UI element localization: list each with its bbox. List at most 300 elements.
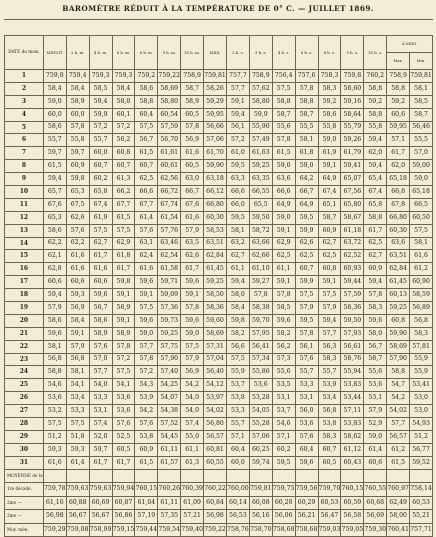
value-cell: 59,6	[181, 314, 204, 327]
value-cell: 57,6	[112, 418, 135, 431]
blank-cell	[204, 469, 227, 483]
col-header: MIDI.	[204, 36, 227, 70]
value-cell: 59,4	[43, 173, 66, 186]
value-cell: 67,8	[387, 198, 410, 211]
value-cell: 58,7	[272, 108, 295, 121]
table-row	[5, 70, 433, 83]
value-cell: 57,11	[341, 405, 364, 418]
value-cell: 64,9	[272, 198, 295, 211]
value-cell: 55,90	[249, 121, 272, 134]
value-cell: 61,3	[181, 456, 204, 469]
value-cell: 54,38	[158, 405, 181, 418]
value-cell: 62,5	[364, 237, 387, 250]
value-cell: 57,5	[181, 340, 204, 353]
table-row	[5, 405, 433, 418]
value-cell: 67,4	[89, 198, 112, 211]
value-cell: 65,07	[341, 173, 364, 186]
value-cell: 65,18	[410, 186, 433, 199]
value-cell: 67,56	[341, 186, 364, 199]
value-cell: 55,7	[89, 134, 112, 147]
value-cell: 58,7	[295, 108, 318, 121]
value-cell: 59,9	[249, 108, 272, 121]
value-cell: 67,6	[43, 198, 66, 211]
table-row	[5, 327, 433, 340]
value-cell: 58,1	[226, 224, 249, 237]
summary-value: 760,15	[135, 483, 158, 497]
value-cell: 54,25	[158, 379, 181, 392]
value-cell: 56,2	[112, 134, 135, 147]
value-cell: 59,27	[249, 276, 272, 289]
summary-value: 56,67	[89, 510, 112, 524]
value-cell: 60,9	[135, 443, 158, 456]
blank-cell	[295, 469, 318, 483]
value-cell: 59,6	[89, 289, 112, 302]
table-row	[5, 121, 433, 134]
value-cell: 59,0	[272, 211, 295, 224]
value-cell: 57,04	[204, 353, 227, 366]
value-cell: 53,9	[135, 392, 158, 405]
value-cell: 55,6	[272, 121, 295, 134]
value-cell: 59,25	[249, 160, 272, 173]
value-cell: 65,3	[66, 186, 89, 199]
summary-value: 56,47	[318, 510, 341, 524]
table-row	[5, 82, 433, 95]
value-cell: 61,6	[43, 456, 66, 469]
day-cell: 27	[5, 405, 44, 418]
value-cell: 58,36	[341, 302, 364, 315]
value-cell: 57,9	[318, 302, 341, 315]
summary-header: MOYENNE de la	[5, 469, 44, 483]
blank-cell	[272, 469, 295, 483]
value-cell: 53,6	[43, 392, 66, 405]
value-cell: 61,5	[43, 160, 66, 173]
day-cell: 10	[5, 186, 44, 199]
summary-value: 759,56	[295, 483, 318, 497]
summary-value: 760,26	[158, 483, 181, 497]
value-cell: 57,5	[89, 224, 112, 237]
value-cell: 55,9	[410, 366, 433, 379]
value-cell: 61,6	[181, 211, 204, 224]
value-cell: 65,7	[43, 186, 66, 199]
value-cell: 60,6	[66, 276, 89, 289]
value-cell: 59,50	[341, 314, 364, 327]
value-cell: 59,1	[112, 289, 135, 302]
value-cell: 57,2	[89, 121, 112, 134]
value-cell: 66,7	[181, 186, 204, 199]
value-cell: 67,4	[364, 186, 387, 199]
summary-label: 1re décade.	[5, 483, 44, 497]
value-cell: 60,9	[364, 263, 387, 276]
summary-value: 62,49	[387, 496, 410, 510]
value-cell: 53,2	[43, 405, 66, 418]
value-cell: 59,5	[226, 211, 249, 224]
value-cell: 61,6	[66, 250, 89, 263]
value-cell: 53,3	[89, 392, 112, 405]
value-cell: 57,06	[204, 134, 227, 147]
monthly-value: 759,29	[43, 523, 66, 537]
value-cell: 53,4	[66, 392, 89, 405]
value-cell: 58,8	[43, 366, 66, 379]
value-cell: 62,8	[43, 263, 66, 276]
value-cell: 60,7	[135, 160, 158, 173]
monthly-value: 759,54	[158, 523, 181, 537]
value-cell: 56,2	[272, 340, 295, 353]
value-cell: 57,0	[89, 353, 112, 366]
value-cell: 53,3	[295, 379, 318, 392]
value-cell: 62,9	[272, 237, 295, 250]
value-cell: 55,9	[410, 353, 433, 366]
value-cell: 53,6	[112, 405, 135, 418]
monthly-value: 759,15	[112, 523, 135, 537]
value-cell: 59,7	[66, 147, 89, 160]
value-cell: 62,9	[112, 237, 135, 250]
value-cell: 61,18	[341, 224, 364, 237]
value-cell: 59,41	[341, 160, 364, 173]
value-cell: 57,49	[249, 134, 272, 147]
summary-value: 60,14	[226, 496, 249, 510]
col-header: 6 h. m.	[112, 36, 135, 70]
value-cell: 757,7	[226, 70, 249, 83]
blank-cell	[43, 469, 66, 483]
summary-value: 760,97	[387, 483, 410, 497]
value-cell: 59,4	[364, 276, 387, 289]
table-row	[5, 314, 433, 327]
value-cell: 63,0	[181, 173, 204, 186]
value-cell: 56,89	[410, 302, 433, 315]
table-row	[5, 237, 433, 250]
value-cell: 62,5	[318, 250, 341, 263]
value-cell: 59,6	[295, 456, 318, 469]
value-cell: 59,16	[341, 95, 364, 108]
value-cell: 759,81	[410, 70, 433, 83]
value-cell: 54,02	[387, 405, 410, 418]
value-cell: 62,54	[158, 250, 181, 263]
value-cell: 59,0	[43, 95, 66, 108]
value-cell: 62,4	[135, 250, 158, 263]
value-cell: 58,64	[341, 108, 364, 121]
value-cell: 53,9	[318, 379, 341, 392]
blank-cell	[181, 469, 204, 483]
table-row	[5, 263, 433, 276]
value-cell: 66,5	[410, 198, 433, 211]
value-cell: 56,7	[89, 302, 112, 315]
value-cell: 54,0	[181, 392, 204, 405]
value-cell: 61,5	[387, 456, 410, 469]
blank-cell	[89, 469, 112, 483]
value-cell: 60,61	[158, 160, 181, 173]
value-cell: 63,72	[341, 237, 364, 250]
value-cell: 57,6	[89, 340, 112, 353]
value-cell: 59,1	[318, 160, 341, 173]
summary-value: 60,59	[341, 496, 364, 510]
value-cell: 60,0	[66, 108, 89, 121]
value-cell: 59,1	[181, 289, 204, 302]
value-cell: 55,79	[341, 121, 364, 134]
value-cell: 59,7	[89, 443, 112, 456]
value-cell: 56,7	[364, 340, 387, 353]
max-header: Max.	[387, 53, 410, 70]
day-cell: 18	[5, 289, 44, 302]
value-cell: 67,74	[158, 198, 181, 211]
col-header: 9 h. s.	[341, 36, 364, 70]
value-cell: 65,1	[318, 198, 341, 211]
value-cell: 58,26	[204, 82, 227, 95]
table-row	[5, 276, 433, 289]
value-cell: 57,0	[410, 147, 433, 160]
value-cell: 57,8	[112, 340, 135, 353]
value-cell: 60,5	[318, 456, 341, 469]
value-cell: 58,4	[112, 82, 135, 95]
value-cell: 63,5	[181, 237, 204, 250]
value-cell: 66,55	[249, 186, 272, 199]
value-cell: 59,95	[387, 121, 410, 134]
value-cell: 58,1	[410, 237, 433, 250]
value-cell: 56,0	[295, 405, 318, 418]
value-cell: 60,1	[112, 108, 135, 121]
value-cell: 55,5	[410, 134, 433, 147]
value-cell: 57,8	[272, 289, 295, 302]
summary-value: 56,53	[226, 510, 249, 524]
summary-value: 759,75	[272, 483, 295, 497]
value-cell: 60,8	[318, 263, 341, 276]
value-cell: 60,0	[43, 108, 66, 121]
value-cell: 56,8	[43, 353, 66, 366]
value-cell: 66,7	[295, 186, 318, 199]
value-cell: 61,4	[135, 211, 158, 224]
value-cell: 54,0	[181, 405, 204, 418]
value-cell: 59,4	[43, 289, 66, 302]
value-cell: 60,0	[89, 147, 112, 160]
value-cell: 53,28	[249, 392, 272, 405]
value-cell: 59,8	[226, 314, 249, 327]
value-cell: 58,8	[387, 366, 410, 379]
summary-value: 60,08	[249, 496, 272, 510]
value-cell: 57,8	[295, 82, 318, 95]
value-cell: 57,5	[226, 353, 249, 366]
value-cell: 58,69	[158, 82, 181, 95]
value-cell: 65,4	[364, 173, 387, 186]
value-cell: 58,53	[204, 224, 227, 237]
value-cell: 54,2	[387, 392, 410, 405]
summary-value: 61,04	[135, 496, 158, 510]
value-cell: 61,5	[135, 456, 158, 469]
monthly-value: 759,08	[66, 523, 89, 537]
value-cell: 60,8	[112, 147, 135, 160]
value-cell: 55,28	[249, 418, 272, 431]
value-cell: 53,83	[341, 379, 364, 392]
value-cell: 53,1	[272, 392, 295, 405]
value-cell: 54,2	[181, 379, 204, 392]
summary-row	[5, 510, 433, 524]
value-cell: 61,0	[226, 147, 249, 160]
value-cell: 59,8	[66, 173, 89, 186]
value-cell: 53,3	[226, 405, 249, 418]
value-cell: 58,7	[364, 353, 387, 366]
day-cell: 29	[5, 430, 44, 443]
summary-value: 57,19	[135, 510, 158, 524]
value-cell: 759,8	[43, 70, 66, 83]
monthly-value: 759,44	[135, 523, 158, 537]
value-cell: 63,3	[226, 173, 249, 186]
day-cell: 1	[5, 70, 44, 83]
value-cell: 59,6	[43, 327, 66, 340]
value-cell: 59,0	[135, 327, 158, 340]
value-cell: 57,6	[295, 353, 318, 366]
table-row	[5, 186, 433, 199]
blank-cell	[158, 469, 181, 483]
summary-value: 60,53	[410, 496, 433, 510]
value-cell: 60,2	[272, 443, 295, 456]
value-cell: 63,35	[249, 173, 272, 186]
day-cell: 6	[5, 134, 44, 147]
value-cell: 60,0	[226, 456, 249, 469]
value-cell: 60,8	[387, 314, 410, 327]
day-cell: 25	[5, 379, 44, 392]
value-cell: 57,8	[181, 302, 204, 315]
header-row	[5, 36, 433, 53]
summary-value: 60,28	[272, 496, 295, 510]
value-cell: 57,81	[410, 340, 433, 353]
value-cell: 59,2	[318, 95, 341, 108]
value-cell: 57,8	[66, 121, 89, 134]
value-cell: 759,3	[112, 70, 135, 83]
value-cell: 58,2	[226, 327, 249, 340]
value-cell: 57,6	[135, 224, 158, 237]
table-row	[5, 430, 433, 443]
blank-cell	[410, 469, 433, 483]
value-cell: 53,8	[318, 418, 341, 431]
value-cell: 61,63	[249, 147, 272, 160]
value-cell: 58,8	[295, 95, 318, 108]
value-cell: 58,8	[112, 95, 135, 108]
value-cell: 758,9	[387, 70, 410, 83]
value-cell: 58,8	[364, 211, 387, 224]
value-cell: 66,80	[387, 211, 410, 224]
col-header: 2 h. s.	[226, 36, 249, 70]
monthly-value: 758,70	[249, 523, 272, 537]
value-cell: 58,8	[364, 82, 387, 95]
value-cell: 53,41	[410, 379, 433, 392]
value-cell: 55,7	[295, 366, 318, 379]
value-cell: 58,1	[43, 340, 66, 353]
table-body	[5, 70, 433, 537]
value-cell: 58,59	[410, 289, 433, 302]
value-cell: 53,6	[249, 379, 272, 392]
value-cell: 61,8	[295, 147, 318, 160]
value-cell: 59,6	[272, 314, 295, 327]
summary-value: 759,81	[249, 483, 272, 497]
day-cell: 21	[5, 327, 44, 340]
summary-value: 61,09	[181, 496, 204, 510]
table-row	[5, 211, 433, 224]
blank-cell	[66, 469, 89, 483]
value-cell: 59,52	[410, 456, 433, 469]
summary-value: 56,98	[43, 510, 66, 524]
value-cell: 59,90	[204, 160, 227, 173]
value-cell: 61,10	[249, 263, 272, 276]
value-cell: 62,6	[66, 211, 89, 224]
value-cell: 57,1	[387, 134, 410, 147]
value-cell: 60,5	[112, 443, 135, 456]
value-cell: 52,5	[112, 430, 135, 443]
value-cell: 53,1	[89, 405, 112, 418]
value-cell: 53,1	[364, 392, 387, 405]
value-cell: 58,6	[43, 314, 66, 327]
value-cell: 54,3	[135, 379, 158, 392]
value-cell: 59,1	[272, 276, 295, 289]
value-cell: 58,9	[66, 95, 89, 108]
col-header: 10 h. m.	[181, 36, 204, 70]
table-row	[5, 443, 433, 456]
value-cell: 64,9	[318, 173, 341, 186]
value-cell: 56,7	[135, 134, 158, 147]
value-cell: 58,8	[387, 82, 410, 95]
value-cell: 59,6	[135, 314, 158, 327]
value-cell: 57,4	[89, 418, 112, 431]
value-cell: 53,0	[410, 392, 433, 405]
value-cell: 758,9	[181, 70, 204, 83]
value-cell: 53,6	[112, 392, 135, 405]
value-cell: 58,36	[204, 302, 227, 315]
value-cell: 59,0	[364, 430, 387, 443]
value-cell: 59,5	[295, 211, 318, 224]
value-cell: 57,7	[387, 418, 410, 431]
col-header: 9 h. m.	[158, 36, 181, 70]
value-cell: 56,1	[295, 340, 318, 353]
value-cell: 56,3	[318, 340, 341, 353]
summary-header-row	[5, 469, 433, 483]
value-cell: 59,00	[410, 160, 433, 173]
value-cell: 53,6	[364, 379, 387, 392]
summary-value: 759,70	[318, 483, 341, 497]
value-cell: 57,5	[318, 289, 341, 302]
page-title: BAROMÈTRE RÉDUIT À LA TEMPÉRATURE DE 0° C. — JUILLET 1869.	[62, 4, 374, 13]
value-cell: 53,1	[295, 392, 318, 405]
value-cell: 58,2	[272, 327, 295, 340]
value-cell: 57,5	[135, 302, 158, 315]
value-cell: 59,9	[295, 276, 318, 289]
value-cell: 757,6	[295, 70, 318, 83]
value-cell: 60,4	[135, 108, 158, 121]
value-cell: 53,7	[272, 405, 295, 418]
value-cell: 54,0	[89, 379, 112, 392]
value-cell: 58,1	[410, 82, 433, 95]
table-row	[5, 302, 433, 315]
value-cell: 60,50	[410, 211, 433, 224]
value-cell: 60,43	[341, 456, 364, 469]
value-cell: 62,66	[249, 250, 272, 263]
value-cell: 62,7	[89, 237, 112, 250]
summary-value: 61,16	[43, 496, 66, 510]
summary-value: 60,53	[318, 496, 341, 510]
value-cell: 66,80	[204, 198, 227, 211]
value-cell: 58,69	[387, 340, 410, 353]
value-cell: 60,2	[89, 173, 112, 186]
value-cell: 53,3	[66, 405, 89, 418]
value-cell: 62,84	[204, 250, 227, 263]
value-cell: 59,70	[249, 314, 272, 327]
table-row	[5, 147, 433, 160]
table-row	[5, 134, 433, 147]
value-cell: 60,90	[410, 276, 433, 289]
value-cell: 58,7	[410, 108, 433, 121]
summary-value: 760,15	[341, 483, 364, 497]
value-cell: 59,1	[135, 289, 158, 302]
value-cell: 56,70	[158, 134, 181, 147]
value-cell: 52,9	[364, 418, 387, 431]
value-cell: 59,90	[387, 327, 410, 340]
col-header: 4 h. s.	[272, 36, 295, 70]
